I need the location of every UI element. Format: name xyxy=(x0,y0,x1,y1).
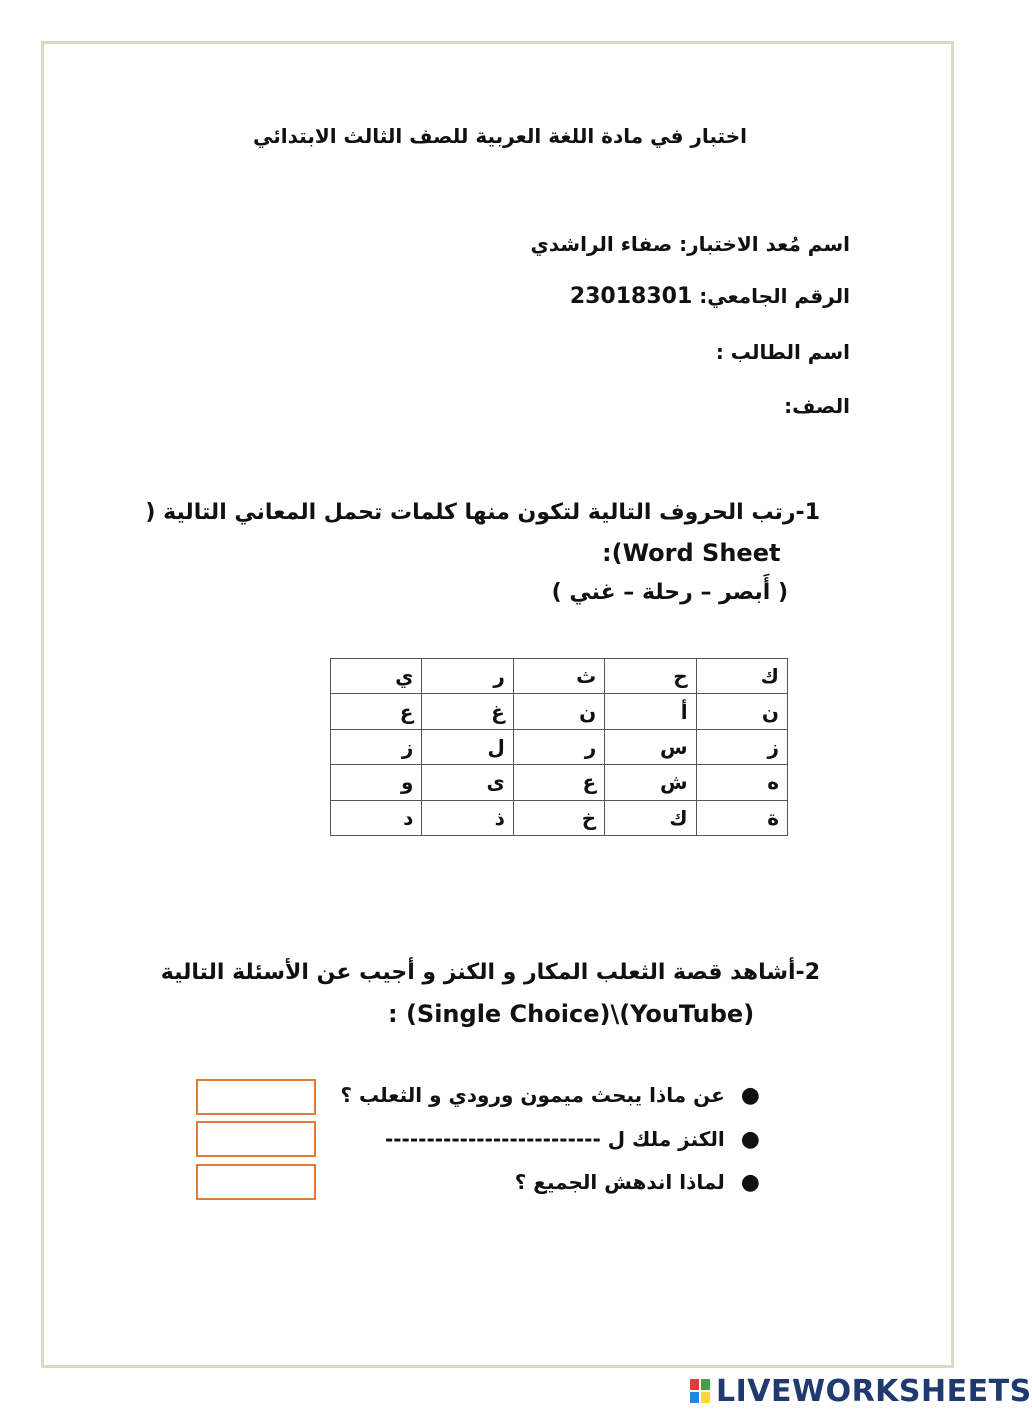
grid-cell[interactable]: د xyxy=(331,800,422,835)
page-title: اختبار في مادة اللغة العربية للصف الثالث الابتدائي xyxy=(253,124,747,148)
grid-row xyxy=(331,765,788,800)
grid-cell[interactable]: ح xyxy=(605,659,696,694)
grid-cell[interactable]: ن xyxy=(696,694,787,729)
grid-row xyxy=(331,729,788,764)
answer-dropdown-3[interactable] xyxy=(196,1164,316,1200)
grid-cell[interactable]: ع xyxy=(331,694,422,729)
question-1-text: 1-رتب الحروف التالية لتكون منها كلمات تحمل المعاني التالية ( xyxy=(145,500,820,525)
university-number-line xyxy=(570,284,850,309)
university-number-label: الرقم الجامعي: xyxy=(699,284,850,308)
question-2-text: 2-أشاهد قصة الثعلب المكار و الكنز و أجيب عن الأسئلة التالية xyxy=(160,960,820,985)
class-line: الصف: xyxy=(784,394,850,418)
question-item xyxy=(385,1127,760,1152)
grid-cell[interactable]: س xyxy=(605,729,696,764)
brand-text: LIVEWORKSHEETS xyxy=(716,1373,1032,1409)
grid-cell[interactable]: ر xyxy=(422,659,513,694)
question-2-type: : (Single Choice)\(YouTube) xyxy=(388,1000,755,1028)
question-1-meanings: ( أَبصر – رحلة – غني ) xyxy=(551,580,788,605)
grid-cell[interactable]: و xyxy=(331,765,422,800)
grid-row xyxy=(331,659,788,694)
answer-dropdown-1[interactable] xyxy=(196,1079,316,1115)
grid-cell[interactable]: ر xyxy=(513,729,604,764)
grid-cell[interactable]: ع xyxy=(513,765,604,800)
liveworksheets-logo-icon xyxy=(690,1378,712,1404)
grid-cell[interactable]: ز xyxy=(331,729,422,764)
liveworksheets-logo xyxy=(690,1374,1032,1408)
grid-cell[interactable]: ش xyxy=(605,765,696,800)
student-name-line: اسم الطالب : xyxy=(715,340,850,364)
grid-cell[interactable]: ل xyxy=(422,729,513,764)
author-line: اسم مُعد الاختبار: صفاء الراشدي xyxy=(530,232,850,256)
grid-cell[interactable]: ن xyxy=(513,694,604,729)
question-item xyxy=(515,1170,760,1195)
grid-cell[interactable]: ه xyxy=(696,765,787,800)
grid-cell[interactable]: ة xyxy=(696,800,787,835)
grid-cell[interactable]: ز xyxy=(696,729,787,764)
grid-cell[interactable]: أ xyxy=(605,694,696,729)
grid-cell[interactable]: ك xyxy=(696,659,787,694)
question-1-type: :(Word Sheet xyxy=(602,539,781,567)
grid-cell[interactable]: خ xyxy=(513,800,604,835)
grid-cell[interactable]: ي xyxy=(331,659,422,694)
grid-cell[interactable]: ى xyxy=(422,765,513,800)
question-item-text: الكنز ملك ل -------------------------- xyxy=(384,1127,725,1151)
bullet-icon: ● xyxy=(740,1170,760,1195)
grid-row xyxy=(331,800,788,835)
question-item-text: لماذا اندهش الجميع ؟ xyxy=(514,1170,725,1194)
grid-cell[interactable]: ك xyxy=(605,800,696,835)
grid-cell[interactable]: غ xyxy=(422,694,513,729)
question-item-text: عن ماذا يبحث ميمون ورودي و الثعلب ؟ xyxy=(340,1083,725,1107)
question-item xyxy=(340,1083,760,1108)
grid-cell[interactable]: ث xyxy=(513,659,604,694)
letter-grid xyxy=(330,658,788,836)
bullet-icon: ● xyxy=(740,1083,760,1108)
grid-cell[interactable]: ذ xyxy=(422,800,513,835)
grid-row xyxy=(331,694,788,729)
answer-dropdown-2[interactable] xyxy=(196,1121,316,1157)
bullet-icon: ● xyxy=(740,1127,760,1152)
university-number-value: 23018301 xyxy=(569,284,693,309)
